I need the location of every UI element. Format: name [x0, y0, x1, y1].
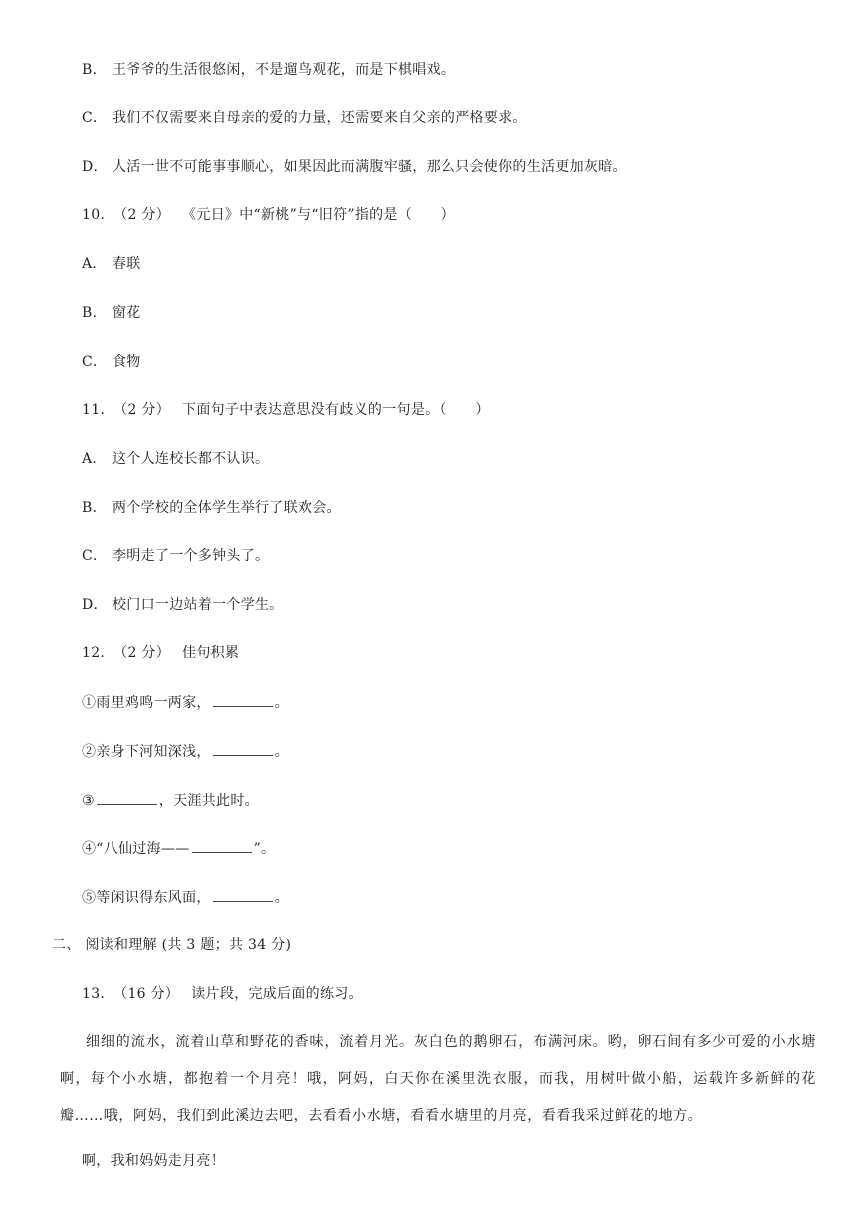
- q11-option-c[interactable]: [82, 546, 269, 566]
- option-letter: D．: [82, 159, 108, 175]
- option-letter: C．: [82, 110, 108, 126]
- q10-option-b[interactable]: [82, 303, 141, 323]
- option-letter: C．: [82, 548, 108, 564]
- question-text: 佳句积累: [182, 645, 240, 661]
- q9-option-c[interactable]: [82, 108, 527, 128]
- option-letter: A．: [82, 451, 107, 467]
- question-score: （2 分）: [113, 402, 171, 418]
- option-letter: B．: [82, 305, 107, 321]
- question-text: 《元日》中“新桃”与“旧符”指的是（ ）: [182, 207, 455, 223]
- option-letter: B．: [82, 62, 107, 78]
- option-letter: D．: [82, 597, 108, 613]
- option-letter: A．: [82, 256, 107, 272]
- item-text: 。: [274, 890, 290, 906]
- option-letter: C．: [82, 354, 108, 370]
- q9-option-d[interactable]: [82, 157, 627, 177]
- item-text: ②亲身下河知深浅，: [82, 744, 211, 760]
- item-text: 。: [274, 695, 290, 711]
- question-number: 13.: [82, 986, 106, 1002]
- item-text: ，天涯共此时。: [158, 793, 259, 809]
- item-text: 。: [274, 744, 290, 760]
- q12-item-4: [82, 838, 275, 859]
- fill-blank[interactable]: [213, 887, 273, 902]
- option-text: 窗花: [112, 305, 141, 321]
- q9-option-b[interactable]: [82, 60, 455, 80]
- q10-stem: [82, 205, 455, 225]
- question-text: 读片段，完成后面的练习。: [191, 986, 363, 1002]
- q11-option-d[interactable]: [82, 595, 284, 615]
- option-text: 王爷爷的生活很悠闲，不是遛鸟观花，而是下棋唱戏。: [112, 62, 456, 78]
- q12-item-1: [82, 692, 289, 713]
- q12-item-5: [82, 887, 289, 908]
- fill-blank[interactable]: [213, 741, 273, 756]
- option-letter: B．: [82, 500, 107, 516]
- option-text: 食物: [112, 354, 141, 370]
- item-text: ⑤等闲识得东风面，: [82, 890, 211, 906]
- q10-option-c[interactable]: [82, 352, 141, 372]
- option-text: 人活一世不可能事事顺心，如果因此而满腹牢骚，那么只会使你的生活更加灰暗。: [112, 159, 627, 175]
- q10-option-a[interactable]: [82, 254, 141, 274]
- q12-item-2: [82, 741, 289, 762]
- q11-stem: [82, 400, 490, 420]
- q13-stem: [82, 984, 363, 1004]
- question-text: 下面句子中表达意思没有歧义的一句是。（ ）: [182, 402, 490, 418]
- item-text: ③: [82, 793, 95, 809]
- q12-item-3: [82, 790, 259, 811]
- option-text: 这个人连校长都不认识。: [112, 451, 270, 467]
- section-heading: 二、 阅读和理解 (共 3 题；共 34 分): [52, 937, 292, 953]
- q11-option-a[interactable]: [82, 449, 269, 469]
- item-text: ”。: [253, 841, 276, 857]
- option-text: 两个学校的全体学生举行了联欢会。: [112, 500, 341, 516]
- option-text: 校门口一边站着一个学生。: [112, 597, 284, 613]
- option-text: 我们不仅需要来自母亲的爱的力量，还需要来自父亲的严格要求。: [112, 110, 527, 126]
- passage-last-line: 啊，我和妈妈走月亮！: [82, 1153, 225, 1169]
- option-text: 李明走了一个多钟头了。: [112, 548, 270, 564]
- question-score: （16 分）: [113, 986, 180, 1002]
- item-text: ①雨里鸡鸣一两家，: [82, 695, 211, 711]
- question-number: 11.: [82, 402, 106, 418]
- question-number: 12.: [82, 645, 106, 661]
- fill-blank[interactable]: [213, 692, 273, 707]
- item-text: ④“八仙过海——: [82, 841, 190, 857]
- option-text: 春联: [112, 256, 141, 272]
- question-number: 10.: [82, 207, 106, 223]
- q11-option-b[interactable]: [82, 498, 341, 518]
- question-score: （2 分）: [113, 645, 171, 661]
- fill-blank[interactable]: [97, 790, 157, 805]
- q12-stem: [82, 643, 239, 663]
- question-score: （2 分）: [113, 207, 171, 223]
- reading-passage: 细细的流水，流着山草和野花的香味，流着月光。灰白色的鹅卵石，布满河床。哟，卵石间有多少可爱的小水塘啊，每个小水塘，都抱着一个月亮！哦，阿妈，白天你在溪里洗衣服，而我，用树叶做小船，运载许多新鲜的花瓣……哦，阿妈，我们到此溪边去吧，去看看小水塘，看看水塘里的月亮，看看我采过鲜花的地方。: [60, 1034, 816, 1124]
- fill-blank[interactable]: [192, 838, 252, 853]
